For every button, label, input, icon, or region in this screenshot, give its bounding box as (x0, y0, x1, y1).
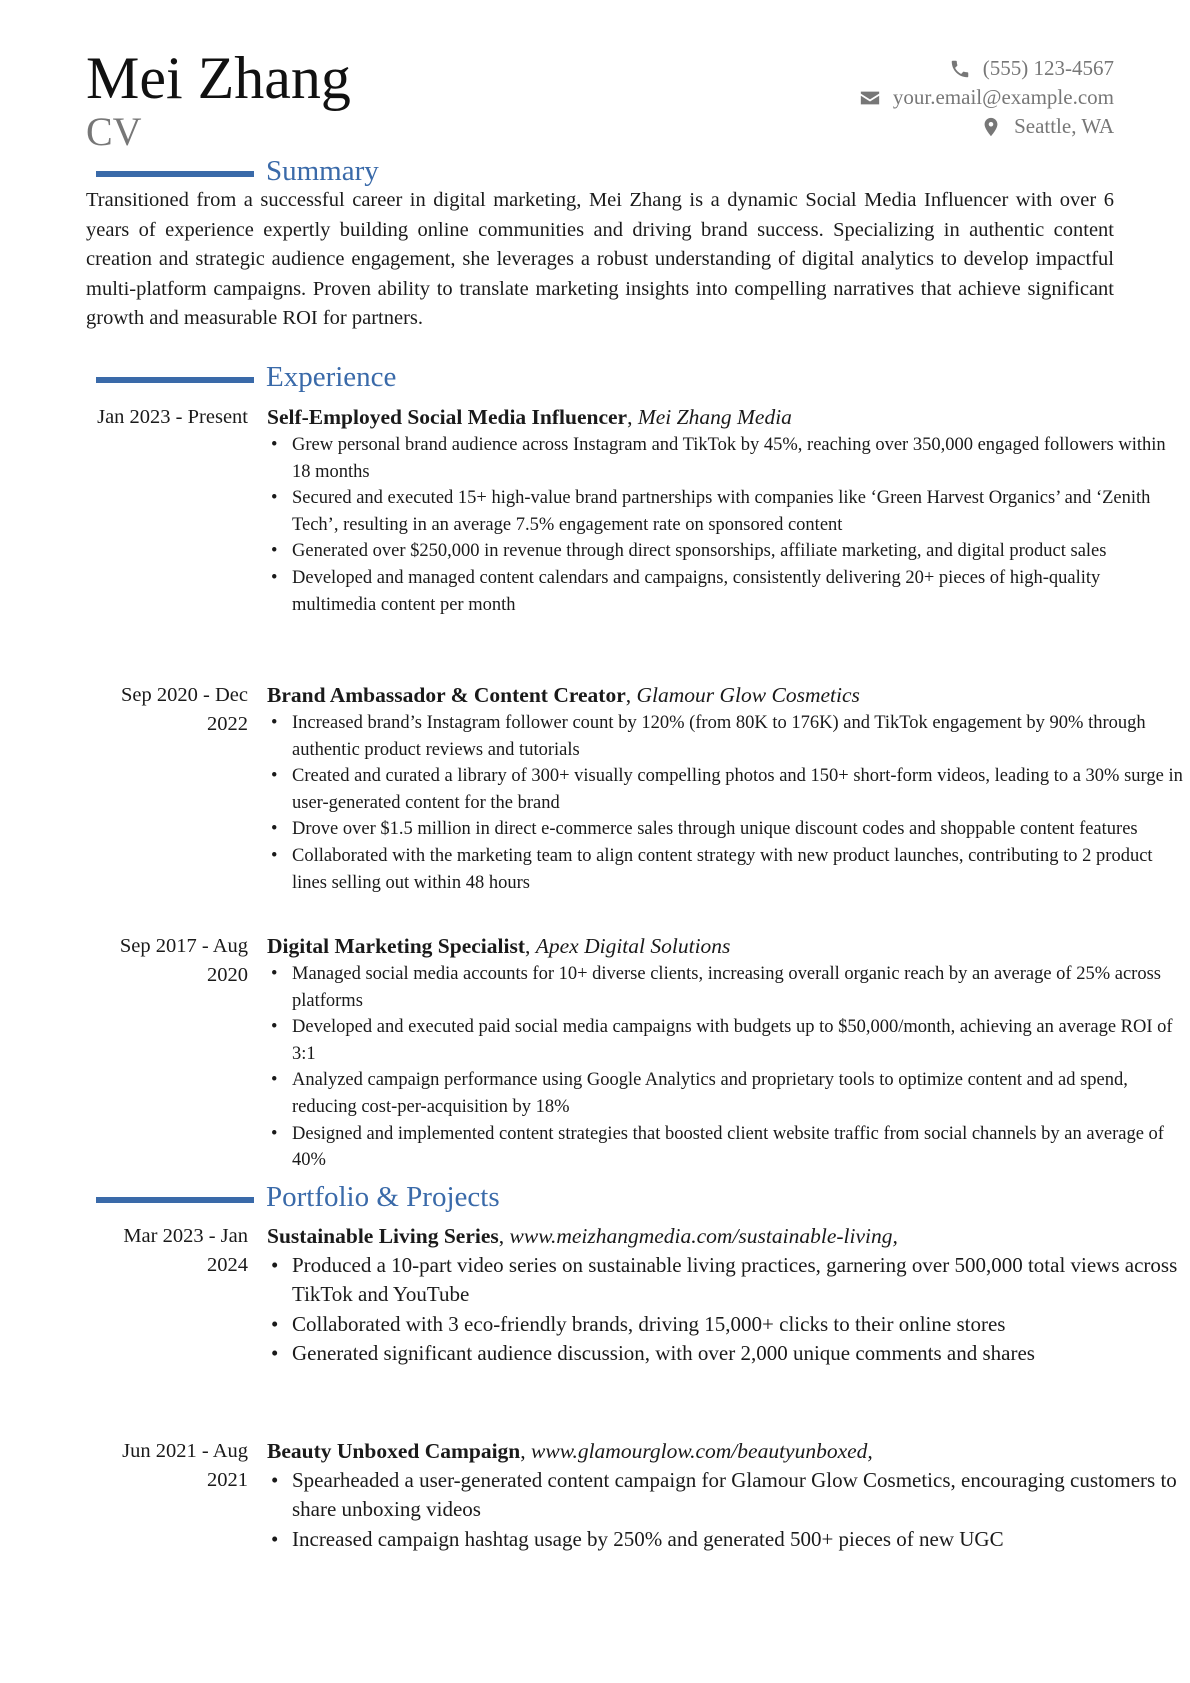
contact-phone (859, 54, 1114, 83)
role-title: Brand Ambassador & Content Creator (267, 683, 626, 707)
envelope-icon (859, 87, 881, 109)
bullet-item: • Generated significant audience discussion, with over 2,000 unique comments and shares (267, 1339, 1187, 1368)
bullet-item: • Increased brand’s Instagram follower count by 120% (from 80K to 176K) and TikTok engagement by 90% through authentic product reviews and tutorials (267, 710, 1187, 763)
map-pin-icon (980, 116, 1002, 138)
entry-bullets (267, 961, 1187, 1174)
entry-role: Brand Ambassador & Content Creator, Glamour Glow Cosmetics (267, 683, 860, 707)
section-accent-bar (96, 377, 254, 383)
bullet-item: • Collaborated with the marketing team to align content strategy with new product launches, contributing to 2 product lines selling out within 48 hours (267, 843, 1187, 896)
entry-date: Sep 2020 - Dec 2022 (121, 684, 248, 735)
bullet-item: • Managed social media accounts for 10+ diverse clients, increasing overall organic reach by an average of 25% across platforms (267, 961, 1187, 1014)
bullet-item: • Grew personal brand audience across Instagram and TikTok by 45%, reaching over 350,000 engaged followers within 18 months (267, 432, 1187, 485)
document-subtitle: CV (86, 109, 142, 154)
project-title: Beauty Unboxed Campaign (267, 1439, 521, 1463)
section-experience-heading (96, 360, 396, 394)
section-title: Experience (266, 361, 397, 393)
bullet-item: • Generated over $250,000 in revenue through direct sponsorships, affiliate marketing, and digital product sales (267, 538, 1187, 565)
entry-role: Beauty Unboxed Campaign, www.glamourglow.com/beautyunboxed, (267, 1439, 873, 1463)
entry-role: Self-Employed Social Media Influencer, Mei Zhang Media (267, 405, 792, 429)
entry-bullets (267, 432, 1187, 618)
project-link[interactable]: www.meizhangmedia.com/sustainable-living, (509, 1224, 898, 1248)
entry-bullets (267, 710, 1187, 896)
bullet-item: • Increased campaign hashtag usage by 250% and generated 500+ pieces of new UGC (267, 1525, 1187, 1554)
section-projects-heading (96, 1180, 500, 1214)
candidate-name: Mei Zhang (86, 45, 351, 111)
entry-date: Mar 2023 - Jan 2024 (123, 1225, 248, 1276)
bullet-item: • Collaborated with 3 eco-friendly brands, driving 15,000+ clicks to their online stores (267, 1310, 1187, 1339)
role-title: Self-Employed Social Media Influencer (267, 405, 628, 429)
section-title: Portfolio & Projects (266, 1181, 500, 1213)
bullet-item: • Developed and managed content calendars and campaigns, consistently delivering 20+ pieces of high-quality multimedia content per month (267, 565, 1187, 618)
role-org: Apex Digital Solutions (535, 934, 731, 958)
entry-bullets (267, 1466, 1187, 1554)
phone-icon (949, 58, 971, 80)
role-org: Mei Zhang Media (637, 405, 792, 429)
entry-date: Sep 2017 - Aug 2020 (119, 935, 248, 986)
section-accent-bar (96, 1197, 254, 1203)
bullet-item: • Designed and implemented content strategies that boosted client website traffic from social channels by an average of 40% (267, 1121, 1187, 1174)
entry-date: Jan 2023 - Present (97, 406, 248, 428)
project-link[interactable]: www.glamourglow.com/beautyunboxed, (531, 1439, 873, 1463)
role-org: Glamour Glow Cosmetics (636, 683, 860, 707)
summary-text: Transitioned from a successful career in digital marketing, Mei Zhang is a dynamic Social Media Influencer with over 6 years of experience expertly building online communities and driving brand success. Specializing in authentic content creation and strategic audience engagement, she leverages a robust understanding of digital analytics to develop impactful multi-platform campaigns. Proven ability to translate marketing insights into compelling narratives that achieve significant growth and measurable ROI for partners. (86, 189, 1114, 329)
contact-location (859, 112, 1114, 141)
bullet-item: • Created and curated a library of 300+ visually compelling photos and 150+ short-form videos, leading to a 30% surge in user-generated content for the brand (267, 763, 1187, 816)
bullet-item: • Produced a 10-part video series on sustainable living practices, garnering over 500,000 total views across TikTok and YouTube (267, 1251, 1187, 1310)
bullet-item: • Drove over $1.5 million in direct e-commerce sales through unique discount codes and shoppable content features (267, 816, 1187, 843)
contact-email (859, 83, 1114, 112)
phone-text[interactable]: (555) 123-4567 (982, 56, 1114, 80)
section-summary-heading (96, 154, 379, 188)
bullet-item: • Developed and executed paid social media campaigns with budgets up to $50,000/month, achieving an average ROI of 3:1 (267, 1014, 1187, 1067)
entry-bullets (267, 1251, 1187, 1368)
bullet-item: • Secured and executed 15+ high-value brand partnerships with companies like ‘Green Harvest Organics’ and ‘Zenith Tech’, resulting in an average 7.5% engagement rate on sponsored content (267, 485, 1187, 538)
role-title: Digital Marketing Specialist (267, 934, 525, 958)
bullet-item: • Spearheaded a user-generated content campaign for Glamour Glow Cosmetics, encouraging customers to share unboxing videos (267, 1466, 1187, 1525)
resume-header (86, 44, 1114, 164)
project-title: Sustainable Living Series (267, 1224, 499, 1248)
section-accent-bar (96, 171, 254, 177)
entry-role: Digital Marketing Specialist, Apex Digital Solutions (267, 934, 731, 958)
contact-block (859, 54, 1114, 141)
location-text: Seattle, WA (1014, 114, 1114, 138)
email-link[interactable]: your.email@example.com (892, 85, 1114, 109)
bullet-item: • Analyzed campaign performance using Google Analytics and proprietary tools to optimize content and ad spend, reducing cost-per-acquisition by 18% (267, 1067, 1187, 1120)
entry-role: Sustainable Living Series, www.meizhangmedia.com/sustainable-living, (267, 1224, 898, 1248)
section-title: Summary (266, 155, 379, 187)
entry-date: Jun 2021 - Aug 2021 (122, 1440, 248, 1491)
